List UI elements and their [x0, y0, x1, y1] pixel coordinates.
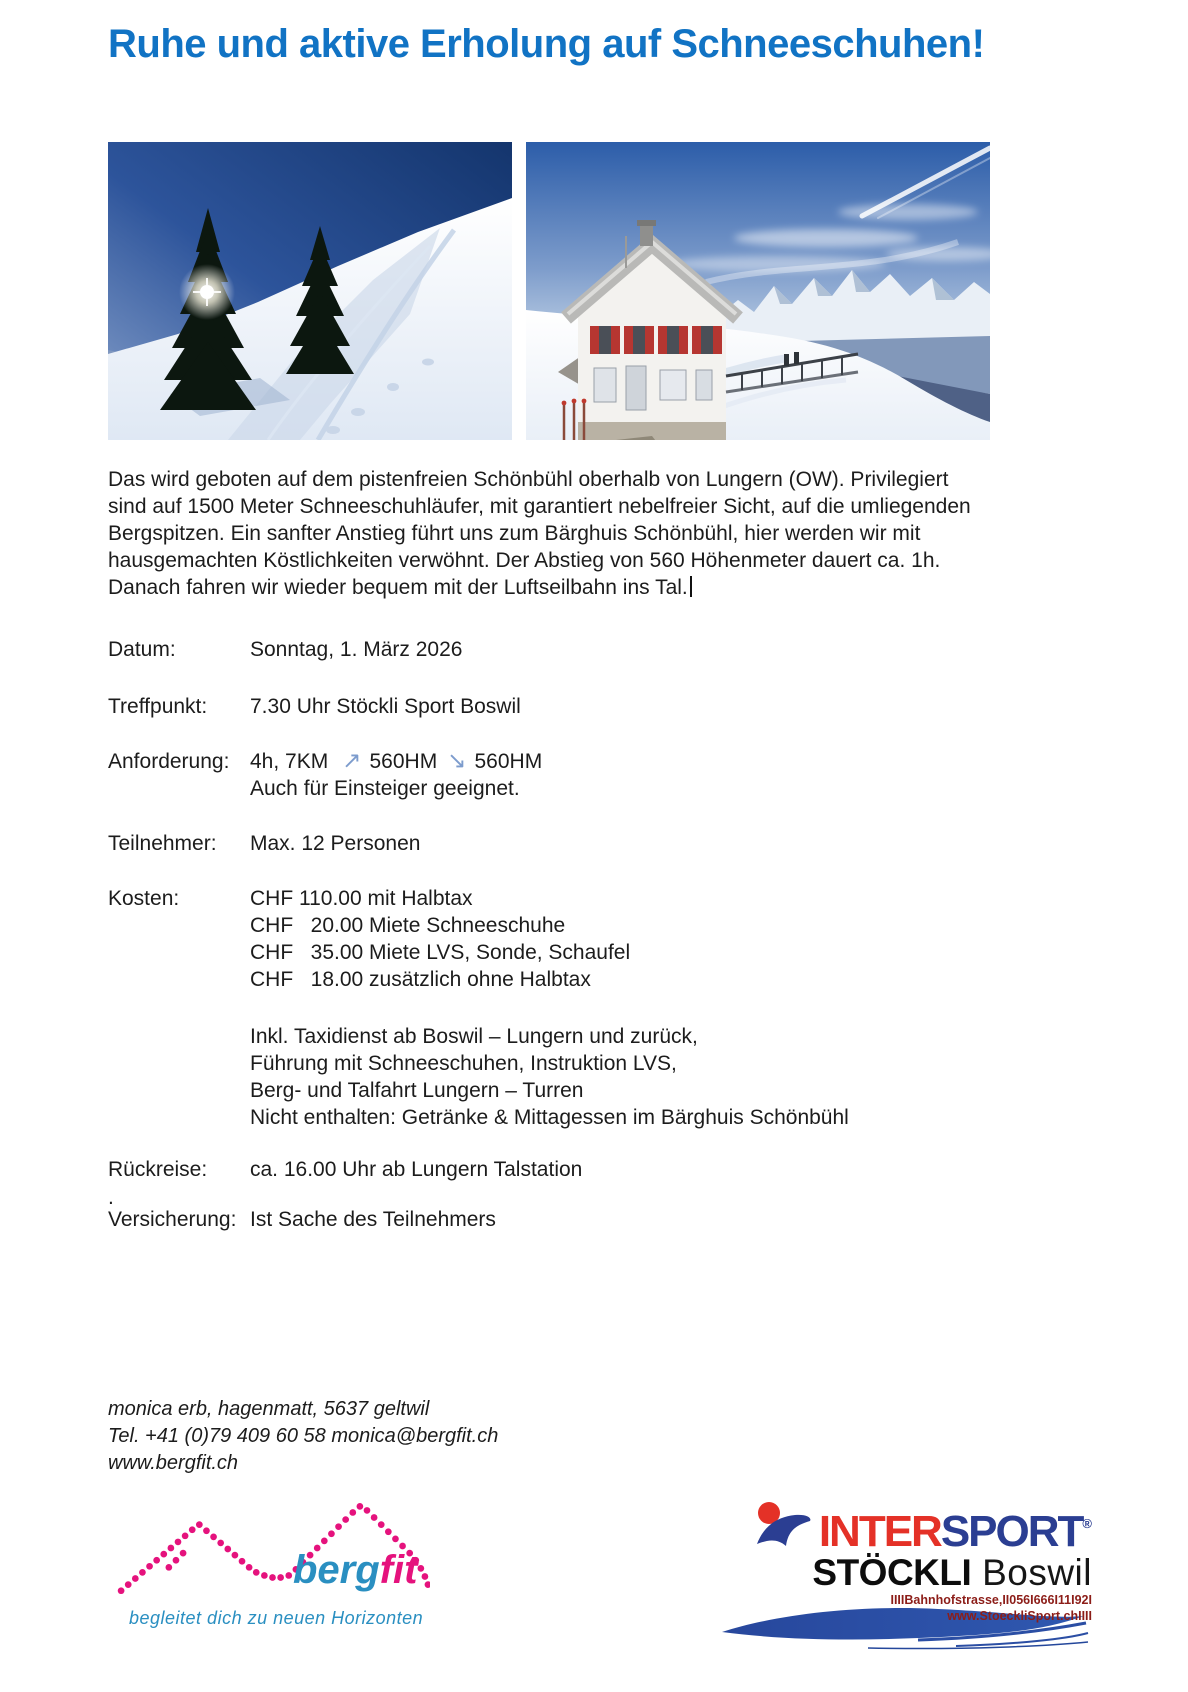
- anforderung-line1: 4h, 7KM ↗ 560HM ↘ 560HM: [250, 748, 543, 774]
- contact-line-website: www.bergfit.ch: [108, 1452, 239, 1474]
- stoeckli-address: IIIIBahnhofstrasse,II056I666I11I92I: [890, 1593, 1092, 1607]
- row-versicherung: [108, 1206, 496, 1233]
- datum-label: Datum:: [108, 638, 176, 661]
- versicherung-label: Versicherung:: [108, 1208, 237, 1231]
- kosten-line: CHF 18.00 zusätzlich ohne Halbtax: [250, 968, 591, 991]
- intro-line: sind auf 1500 Meter Schneeschuhläufer, mit garantiert nebelfreier Sicht, auf die umliegenden: [108, 495, 971, 518]
- descent-arrow-icon: ↘: [447, 748, 467, 774]
- page-title: Ruhe und aktive Erholung auf Schneeschuhen!: [108, 22, 985, 66]
- intersport-wordmark-row: [690, 1502, 1092, 1556]
- versicherung-value: Ist Sache des Teilnehmers: [250, 1208, 496, 1231]
- kosten-include-line: Nicht enthalten: Getränke & Mittagessen im Bärghuis Schönbühl: [250, 1106, 849, 1129]
- intro-line: Danach fahren wir wieder bequem mit der Luftseilbahn ins Tal.: [108, 574, 1038, 601]
- row-rueckreise: [108, 1156, 582, 1183]
- trees-snow-illustration: [108, 142, 512, 440]
- treffpunkt-value: 7.30 Uhr Stöckli Sport Boswil: [250, 695, 521, 718]
- intro-paragraph: [108, 466, 1038, 601]
- teilnehmer-value: Max. 12 Personen: [250, 832, 421, 855]
- kosten-label: Kosten:: [108, 887, 180, 910]
- teilnehmer-label: Teilnehmer:: [108, 832, 217, 855]
- kosten-include-line: Berg- und Talfahrt Lungern – Turren: [250, 1079, 584, 1102]
- contact-line-address: monica erb, hagenmatt, 5637 geltwil: [108, 1398, 430, 1420]
- photo-trees-snow: [108, 142, 512, 440]
- bergfit-wordmark: bergfit: [293, 1548, 418, 1592]
- anforderung-line2: Auch für Einsteiger geeignet.: [250, 777, 520, 800]
- row-teilnehmer: [108, 830, 420, 857]
- datum-value: Sonntag, 1. März 2026: [250, 638, 463, 661]
- bergfit-logo: [115, 1496, 450, 1648]
- mountain-hut-illustration: [526, 142, 990, 440]
- kosten-includes: [250, 1023, 849, 1131]
- row-datum: [108, 636, 462, 663]
- ascent-arrow-icon: ↗: [342, 748, 362, 774]
- photo-mountain-hut: [526, 142, 990, 440]
- row-treffpunkt: [108, 693, 521, 720]
- intersport-wordmark: INTERSPORT®: [818, 1507, 1092, 1556]
- bergfit-tagline: begleitet dich zu neuen Horizonten: [129, 1608, 424, 1628]
- intersport-logo: [690, 1502, 1092, 1672]
- row-kosten: [108, 885, 630, 993]
- intro-line: hausgemachten Köstlichkeiten verwöhnt. Der Abstieg von 560 Höhenmeter dauert ca. 1h.: [108, 549, 941, 572]
- stray-dot-line: .: [108, 1186, 114, 1209]
- stoeckli-boswil-row: STÖCKLI Boswil: [812, 1552, 1092, 1593]
- contact-line-phone-email: Tel. +41 (0)79 409 60 58 monica@bergfit.ch: [108, 1425, 499, 1447]
- kosten-line: CHF 110.00 mit Halbtax: [250, 887, 473, 910]
- contact-block: [108, 1396, 498, 1477]
- rueckreise-label: Rückreise:: [108, 1158, 208, 1181]
- kosten-include-line: Führung mit Schneeschuhen, Instruktion LVS,: [250, 1052, 677, 1075]
- registered-mark: ®: [1082, 1516, 1092, 1531]
- intro-line: Bergspitzen. Ein sanfter Anstieg führt uns zum Bärghuis Schönbühl, hier werden wir mit: [108, 522, 921, 545]
- text-cursor: [690, 576, 692, 597]
- kosten-value: [250, 885, 630, 993]
- stoeckli-website: www.StoeckliSport.chIIII: [947, 1609, 1092, 1623]
- row-anforderung: [108, 748, 542, 802]
- kosten-line: CHF 20.00 Miete Schneeschuhe: [250, 914, 566, 937]
- kosten-include-line: Inkl. Taxidienst ab Boswil – Lungern und zurück,: [250, 1025, 698, 1048]
- rueckreise-value: ca. 16.00 Uhr ab Lungern Talstation: [250, 1158, 583, 1181]
- kosten-line: CHF 35.00 Miete LVS, Sonde, Schaufel: [250, 941, 631, 964]
- treffpunkt-label: Treffpunkt:: [108, 695, 208, 718]
- anforderung-label: Anforderung:: [108, 750, 230, 773]
- anforderung-value: [250, 748, 542, 802]
- intersport-icon: [755, 1502, 813, 1548]
- intro-line: Das wird geboten auf dem pistenfreien Schönbühl oberhalb von Lungern (OW). Privilegiert: [108, 468, 949, 491]
